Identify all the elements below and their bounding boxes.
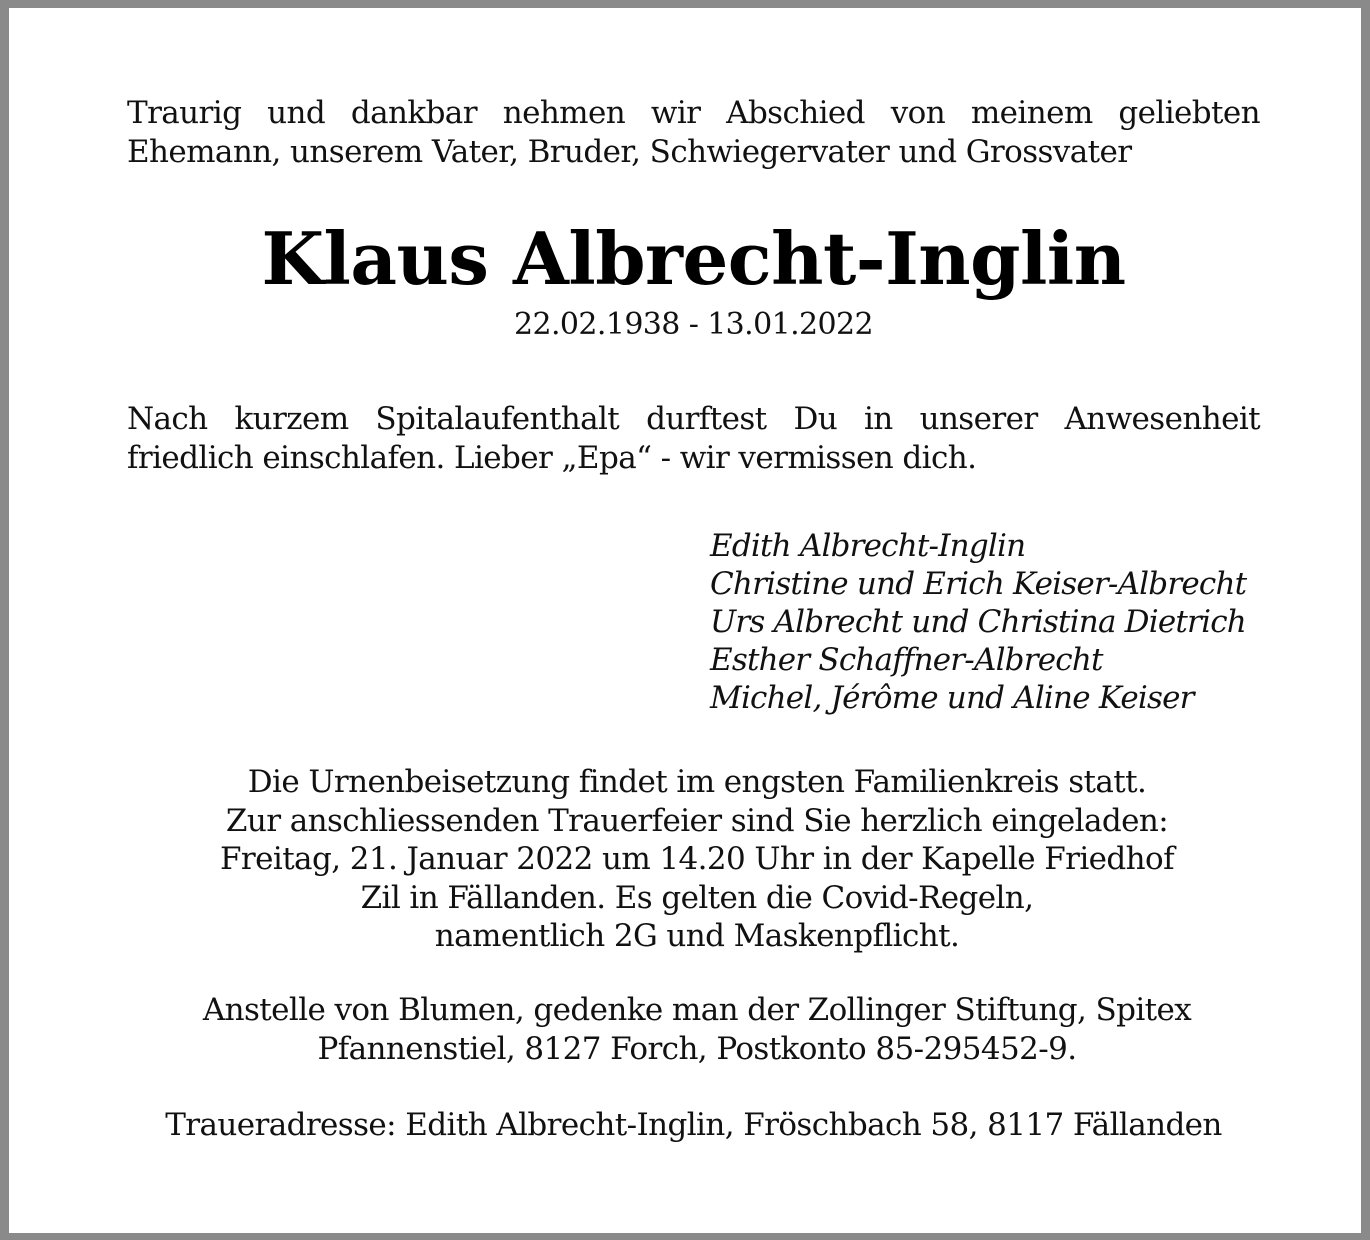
mourner-name: Christine und Erich Keiser-Albrecht [710, 566, 1247, 602]
funeral-line: Die Urnenbeisetzung findet im engsten Familienkreis statt. [247, 764, 1147, 800]
funeral-line: Zil in Fällanden. Es gelten die Covid-Regeln, [360, 879, 1034, 916]
message-line-2: friedlich einschlafen. Lieber „Epa“ - wir vermissen dich. [127, 440, 977, 476]
mourner-name: Edith Albrecht-Inglin [710, 528, 1026, 564]
mourner-name: Michel, Jérôme und Aline Keiser [710, 680, 1194, 716]
intro-line-2: Ehemann, unserem Vater, Bruder, Schwiegervater und Grossvater [127, 134, 1132, 170]
donation-line: Pfannenstiel, 8127 Forch, Postkonto 85-295452-9. [317, 1030, 1077, 1067]
life-dates: 22.02.1938 - 13.01.2022 [514, 307, 873, 342]
donation-line: Anstelle von Blumen, gedenke man der Zollinger Stiftung, Spitex [202, 992, 1192, 1028]
donation-note [127, 991, 1267, 1068]
funeral-information [127, 763, 1267, 956]
funeral-line: Freitag, 21. Januar 2022 um 14.20 Uhr in der Kapelle Friedhof [220, 841, 1174, 877]
mourner-name: Esther Schaffner-Albrecht [710, 642, 1103, 678]
mourner-name: Urs Albrecht und Christina Dietrich [710, 604, 1246, 640]
funeral-line: Zur anschliessenden Trauerfeier sind Sie herzlich eingeladen: [225, 802, 1169, 839]
mourners-list [710, 527, 1270, 717]
intro-text [127, 94, 1260, 172]
mourning-address: Traueradresse: Edith Albrecht-Inglin, Fröschbach 58, 8117 Fällanden [165, 1107, 1222, 1143]
intro-line-1: Traurig und dankbar nehmen wir Abschied von meinem geliebten [127, 95, 1260, 131]
deceased-name: Klaus Albrecht-Inglin [261, 216, 1126, 301]
funeral-line: namentlich 2G und Maskenpflicht. [434, 918, 960, 954]
farewell-message [127, 400, 1260, 478]
message-line-1: Nach kurzem Spitalaufenthalt durftest Du in unserer Anwesenheit [127, 401, 1260, 437]
